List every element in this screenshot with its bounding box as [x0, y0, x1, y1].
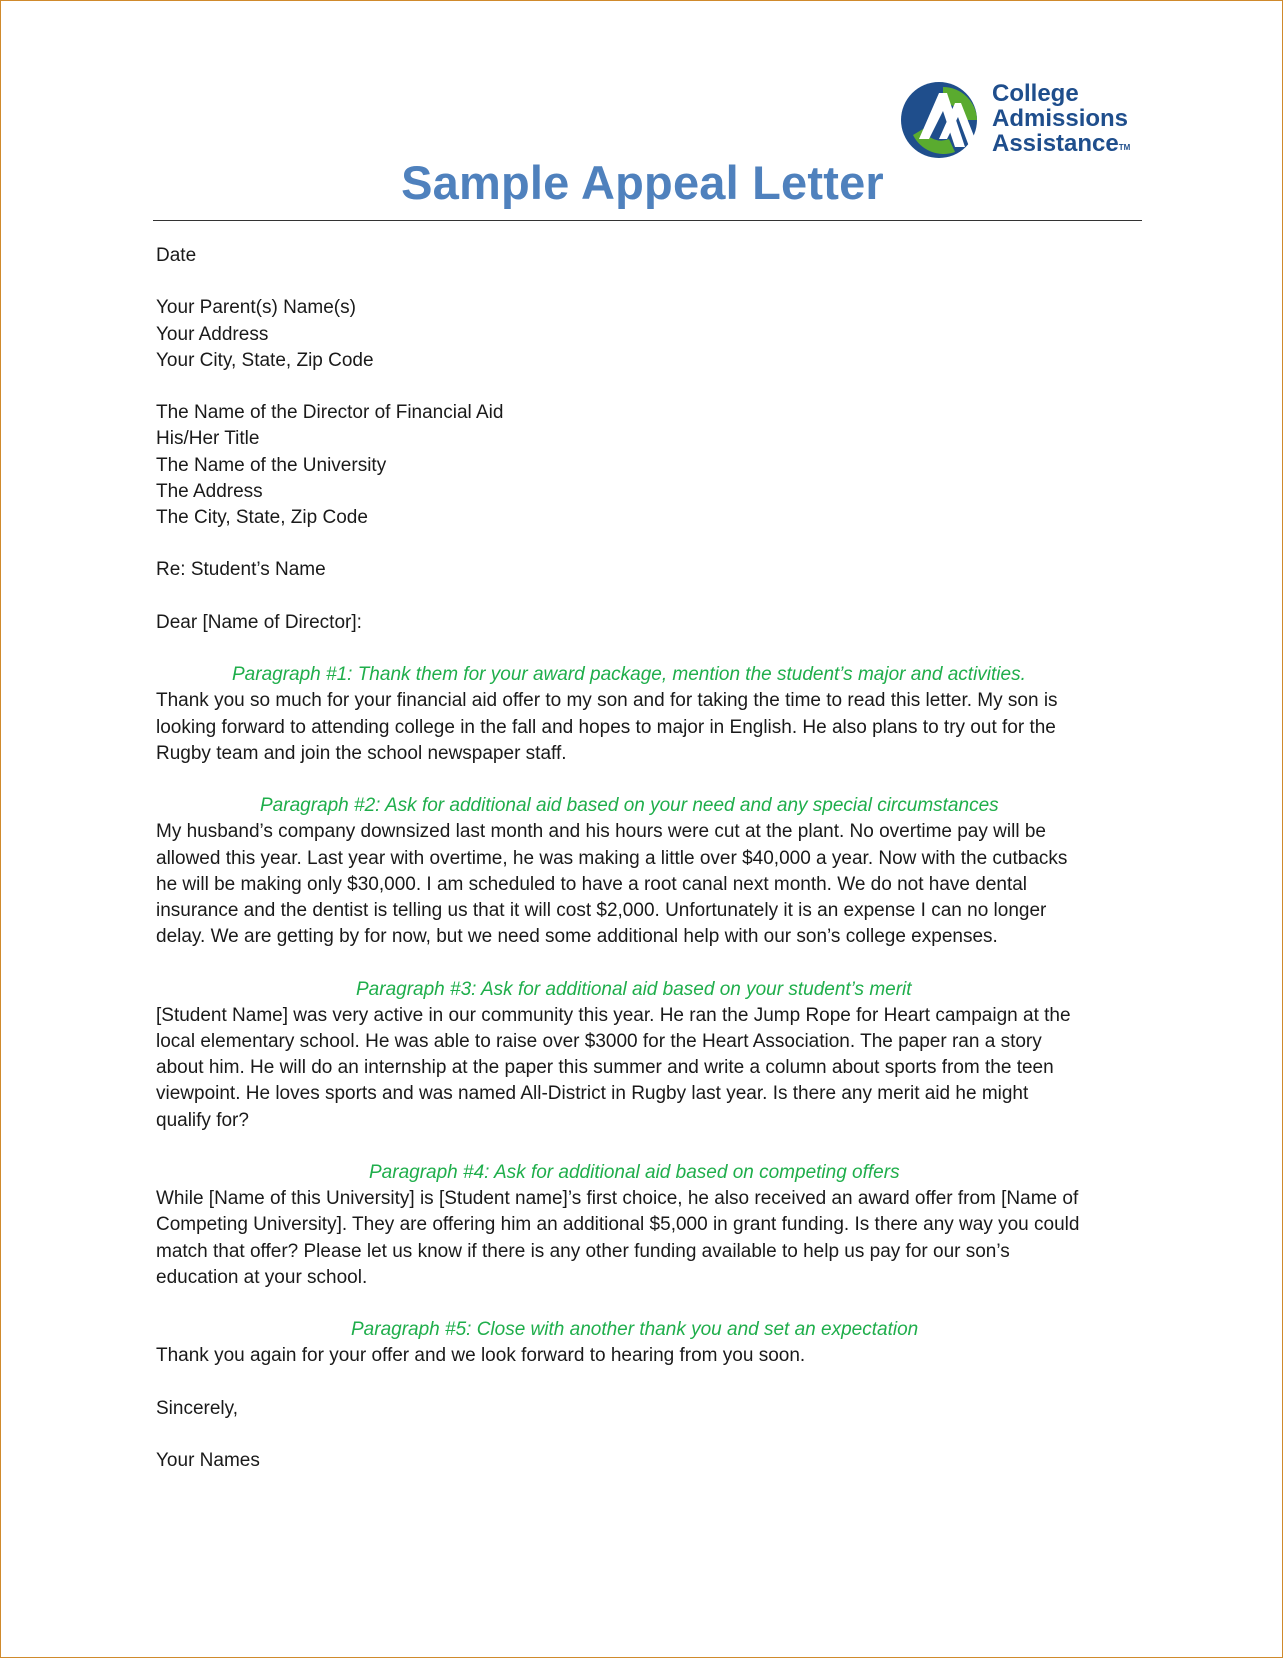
paragraph-hint: Paragraph #5: Close with another thank you and set an expectation	[351, 1319, 919, 1341]
paragraph-line: allowed this year. Last year with overtime, he was making a little over $40,000 a year. Now with the cutbacks	[156, 847, 1068, 869]
re-line	[156, 557, 1146, 583]
paragraph-3	[156, 977, 1146, 1134]
paragraph-line: education at your school.	[156, 1266, 368, 1288]
paragraph-line: insurance and the dentist is telling us that it will cost $2,000. Unfortunately it is an expense I can no longer	[156, 899, 1047, 921]
date-text: Date	[156, 245, 197, 266]
paragraph-line: Thank you again for your offer and we look forward to hearing from you soon.	[156, 1345, 806, 1367]
paragraph-line: Rugby team and join the school newspaper staff.	[156, 742, 567, 764]
closing-text: Sincerely,	[156, 1397, 239, 1419]
sender-address-block	[156, 295, 1146, 374]
paragraph-1	[156, 662, 1146, 767]
paragraph-hint: Paragraph #2: Ask for additional aid based on your need and any special circumstances	[260, 795, 999, 817]
sender-line: Your City, State, Zip Code	[156, 349, 374, 371]
re-text: Re: Student’s Name	[156, 559, 326, 581]
signature-text: Your Names	[156, 1450, 260, 1472]
paragraph-line: My husband’s company downsized last month and his hours were cut at the plant. No overtime pay will be	[156, 821, 1046, 843]
salutation-text: Dear [Name of Director]:	[156, 611, 362, 633]
paragraph-line: Competing University]. They are offering him an additional $5,000 in grant funding. Is there any way you could	[156, 1214, 1080, 1236]
paragraph-line: viewpoint. He loves sports and was named All-District in Rugby last year. Is there any merit aid he might	[156, 1083, 1029, 1105]
paragraph-line: local elementary school. He was able to raise over $3000 for the Heart Association. The paper ran a story	[156, 1030, 1042, 1052]
logo-line-assistance: Assistance™	[992, 130, 1131, 157]
paragraph-line: Thank you so much for your financial aid offer to my son and for taking the time to read this letter. My son is	[156, 690, 1058, 712]
paragraph-hint: Paragraph #4: Ask for additional aid based on competing offers	[369, 1161, 900, 1183]
recipient-line: The Address	[156, 480, 263, 502]
paragraph-line: looking forward to attending college in the fall and hopes to major in English. He also plans to try out for the	[156, 716, 1056, 738]
date-line	[156, 243, 1146, 269]
paragraph-line: he will be making only $30,000. I am scheduled to have a root canal next month. We do not have dental	[156, 873, 1028, 895]
sender-line: Your Address	[156, 323, 269, 345]
letter-body	[156, 243, 1146, 1474]
sender-line: Your Parent(s) Name(s)	[156, 297, 356, 319]
logo-wordmark	[992, 81, 1130, 156]
paragraph-line: match that offer? Please let us know if there is any other funding available to help us pay for our son’s	[156, 1240, 1010, 1262]
paragraph-line: about him. He will do an internship at the paper this summer and write a column about sports from the teen	[156, 1057, 1054, 1079]
recipient-line: The Name of the University	[156, 454, 387, 476]
paragraph-5	[156, 1317, 1146, 1369]
closing	[156, 1396, 1146, 1422]
paragraph-4	[156, 1160, 1146, 1291]
page-title: Sample Appeal Letter	[401, 156, 884, 209]
signature	[156, 1448, 1146, 1474]
title-divider	[153, 220, 1142, 221]
paragraph-line: While [Name of this University] is [Student name]’s first choice, he also received an award offer from [Name of	[156, 1188, 1079, 1210]
paragraph-line: [Student Name] was very active in our community this year. He ran the Jump Rope for Heart campaign at the	[156, 1004, 1071, 1026]
logo-line-college: College	[992, 80, 1079, 107]
college-admissions-assistance-logo	[899, 77, 1145, 167]
caa-logo-icon	[899, 77, 985, 163]
paragraph-line: qualify for?	[156, 1109, 249, 1131]
trademark-symbol: TM	[1118, 143, 1131, 152]
paragraph-2	[156, 793, 1146, 950]
logo-line-admissions: Admissions	[992, 105, 1129, 132]
recipient-line: The City, State, Zip Code	[156, 507, 368, 528]
paragraph-hint: Paragraph #3: Ask for additional aid based on your student’s merit	[356, 978, 912, 1000]
recipient-address-block	[156, 400, 1146, 531]
recipient-line: His/Her Title	[156, 428, 260, 450]
salutation	[156, 610, 1146, 636]
paragraph-line: delay. We are getting by for now, but we need some additional help with our son’s college expenses.	[156, 926, 998, 948]
paragraph-hint: Paragraph #1: Thank them for your award package, mention the student’s major and activities.	[232, 664, 1026, 686]
recipient-line: The Name of the Director of Financial Aid	[156, 402, 504, 424]
